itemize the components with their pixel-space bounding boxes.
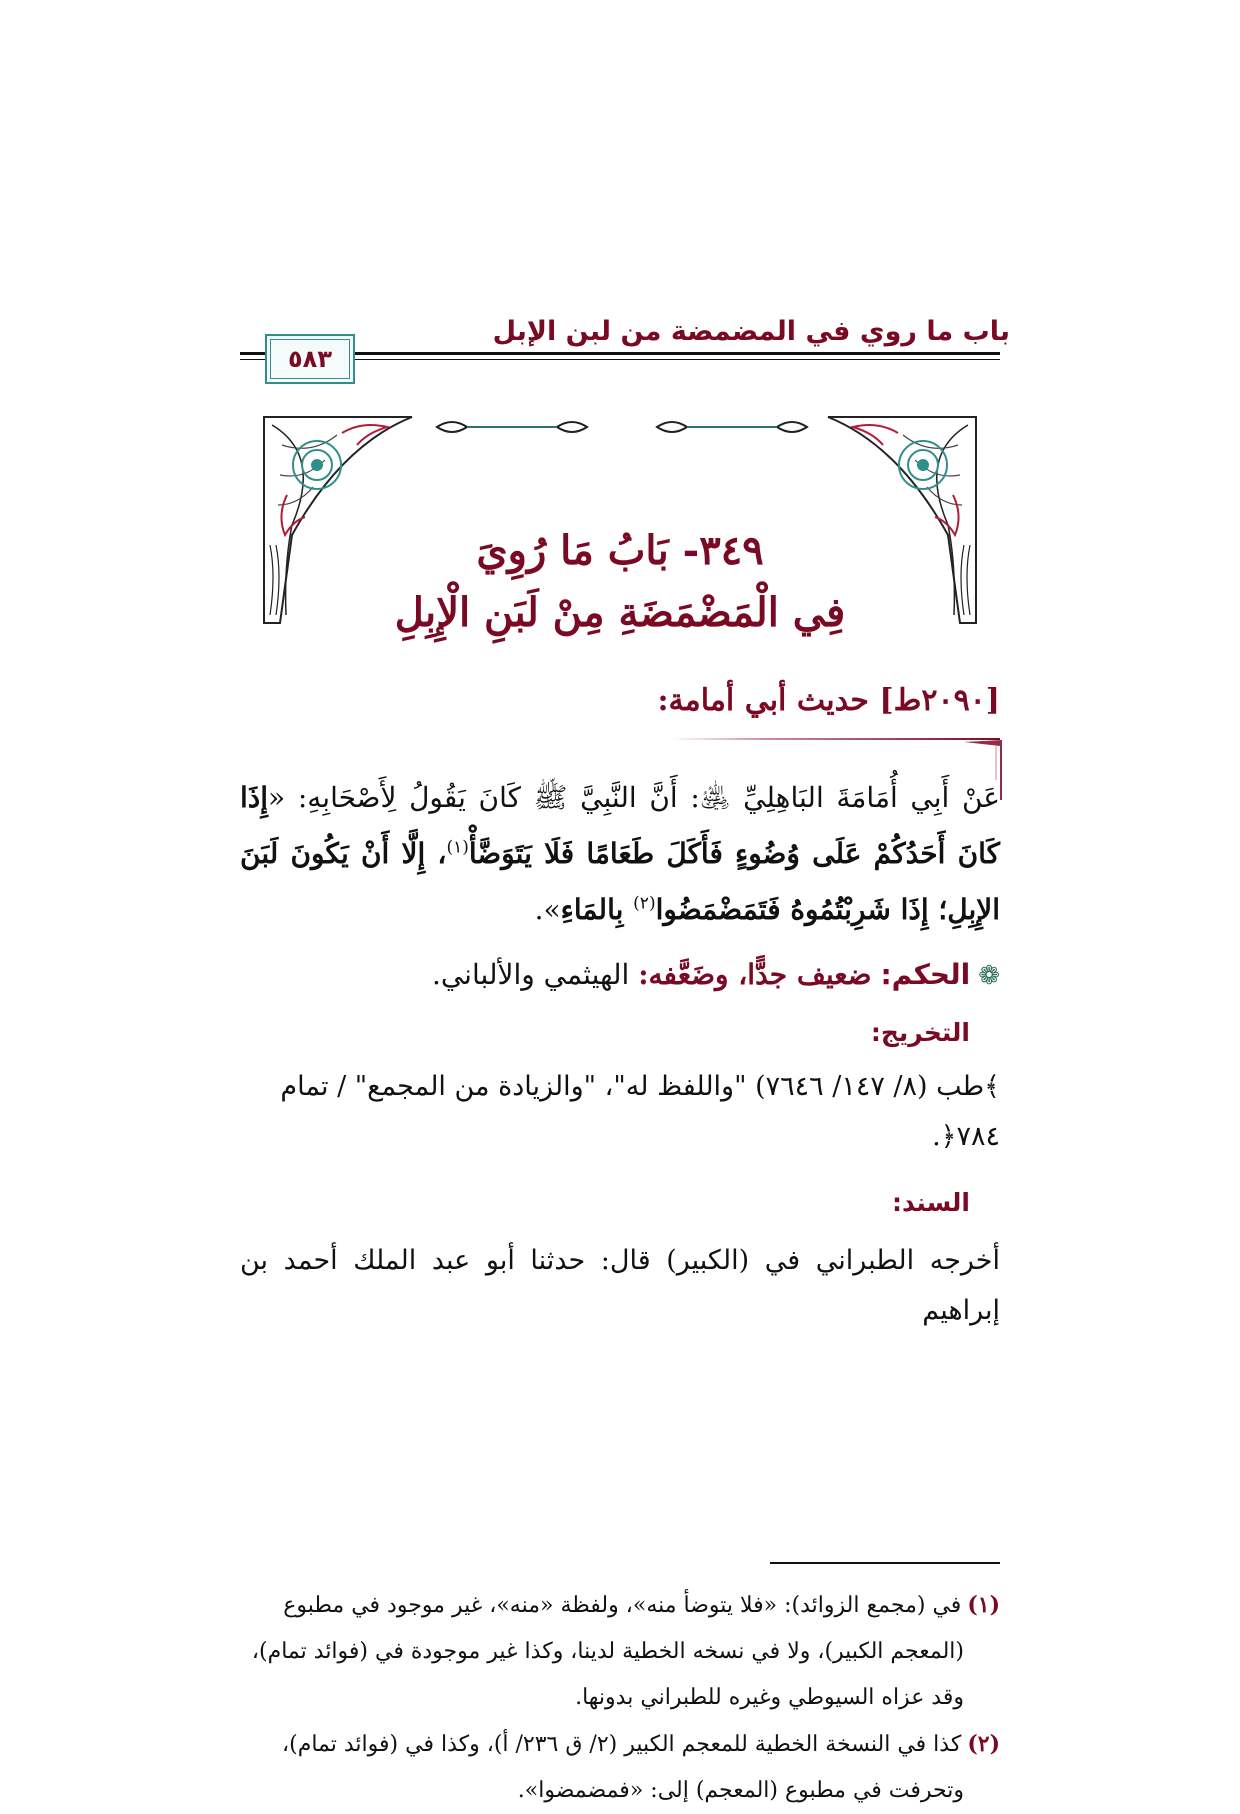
footnote-line: في (مجمع الزوائد): «فلا يتوضأ منه»، ولفظة «منه»، غير موجود في مطبوع [283,1593,962,1618]
footnote-number: (١) [967,1592,1000,1618]
heading-underline [670,738,1000,740]
footnote-ref-1[interactable]: (١) [446,837,469,858]
hadith-heading [657,683,1000,718]
footnote-line: وتحرفت في مطبوع (المعجم) إلى: «فمضمضوا». [517,1778,964,1803]
footnote-line: وقد عزاه السيوطي وغيره للطبراني بدونها. [575,1685,964,1710]
chapter-title-line2: فِي الْمَضْمَضَةِ مِنْ لَبَنِ الْإِبِلِ [394,589,846,636]
chapter-title-line1: ٣٤٩- بَابُ مَا رُوِيَ [476,527,764,574]
takhrij-text [240,1062,1000,1162]
ruling-label: الحكم: [880,958,971,991]
footnotes [240,1582,1000,1814]
ruling-grade: ضعيف جدًّا، وضَعَّفه: [638,958,872,991]
footnote-2 [240,1721,1000,1814]
hadith-end: ». [534,893,561,926]
flower-icon: ❁ [978,961,1000,991]
ruling-authorities: الهيثمي والألباني. [431,958,639,991]
sanad-text: أخرجه الطبراني في (الكبير) قال: حدثنا أبو عبد الملك أحمد بن إبراهيم [240,1245,1000,1326]
footnote-1 [240,1582,1000,1721]
hadith-quote-1: إِذَا كَانَ أَحَدُكُمْ عَلَى وُضُوءٍ فَأَكَلَ طَعَامًا فَلَا يَتَوَضَّأْ [240,781,1000,870]
ruling [240,950,1000,1001]
chapter-title [262,520,978,644]
footnote-line: (المعجم الكبير)، ولا في نسخه الخطية لدينا، وكذا غير موجودة في (فوائد تمام)، [251,1639,964,1664]
takhrij-line1: ﴾طب (٨/ ١٤٧/ ٧٦٤٦) "واللفظ له"، "والزيادة من المجمع" / تمام [280,1071,1000,1102]
hadith-quote-2: ، إِلَّا أَنْ يَكُونَ لَبَنَ الإِبِلِ؛ إِذَا شَرِبْتُمُوهُ فَتَمَضْمَضُوا [240,837,1000,926]
takhrij-label: التخريج: [870,1018,970,1047]
footnote-ref-2[interactable]: (٢) [633,893,656,914]
hadith-text [240,770,1000,938]
footnote-separator [770,1562,1000,1564]
page-number: ٥٨٣ [288,345,332,373]
sanad-label: السند: [891,1188,970,1217]
footnote-number: (٢) [967,1731,1000,1757]
hadith-quote-3: بِالمَاءِ [560,893,634,926]
page-number-badge [265,334,355,384]
hadith-narrator: عَنْ أَبِي أُمَامَةَ البَاهِلِيِّ ﵁: أَنَّ النَّبِيَّ ﷺ كَانَ يَقُولُ لِأَصْحَابِهِ: « [268,781,1000,814]
running-title: باب ما روي في المضمضة من لبن الإبل [492,316,1010,347]
takhrij-line2: ٧٨٤﴿. [932,1121,1000,1152]
hadith-heading-text: حديث أبي أمامة: [657,683,869,718]
footnote-line: كذا في النسخة الخطية للمعجم الكبير (٢/ ق ٢٣٦/ أ)، وكذا في (فوائد تمام)، [282,1732,962,1757]
hadith-number: [٢٠٩٠ط] [879,683,1000,718]
